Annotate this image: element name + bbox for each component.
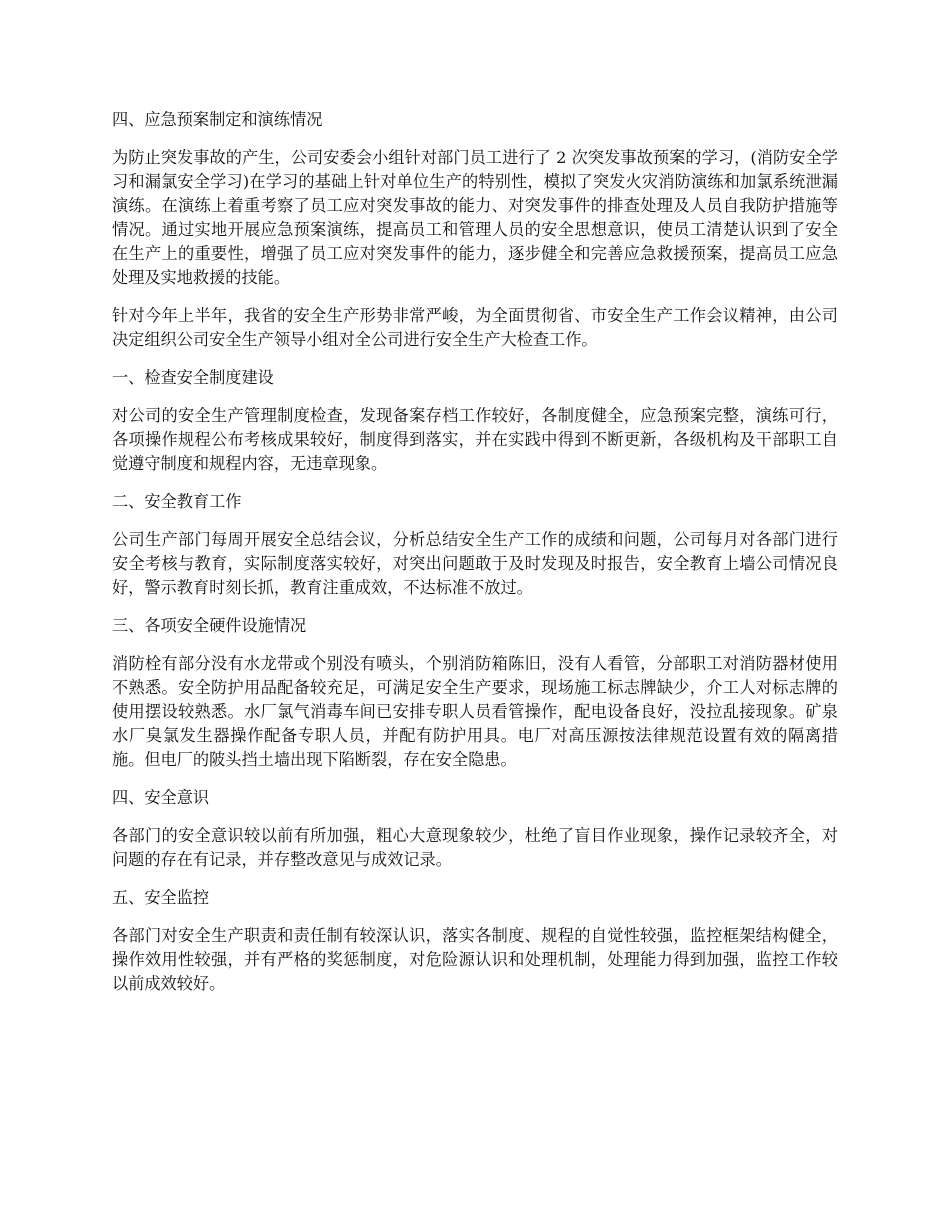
paragraph-emergency-drill: 为防止突发事故的产生，公司安委会小组针对部门员工进行了 2 次突发事故预案的学习，(消防安全学习和漏氯安全学习)在学习的基础上针对单位生产的特别性，模拟了突发火灾消防演练和加氯系统泄漏演练。在演练上着重考察了员工应对突发事故的能力、对突发事件的排查处理及人员自我防护措施等情况。通过实地开展应急预案演练，提高员工和管理人员的安全思想意识，使员工清楚认识到了安全在生产上的重要性，增强了员工应对突发事件的能力，逐步健全和完善应急救援预案，提高员工应急处理及实地救援的技能。: [112, 148, 838, 287]
paragraph-safety-education: 公司生产部门每周开展安全总结会议，分析总结安全生产工作的成绩和问题，公司每月对各部门进行安全考核与教育，实际制度落实较好，对突出问题敢于及时发现及时报告，安全教育上墙公司情况良好，警示教育时刻长抓，教育注重成效，不达标准不放过。: [112, 530, 838, 597]
section-heading-safety-monitoring: 五、安全监控: [112, 888, 210, 907]
paragraph-safety-system: 对公司的安全生产管理制度检查，发现备案存档工作较好，各制度健全，应急预案完整，演练可行，各项操作规程公布考核成果较好，制度得到落实，并在实践中得到不断更新，各级机构及干部职工自觉遵守制度和规程内容，无违章现象。: [112, 406, 838, 473]
section-heading-safety-education: 二、安全教育工作: [112, 492, 242, 511]
paragraph-safety-monitoring: 各部门对安全生产职责和责任制有较深认识，落实各制度、规程的自觉性较强，监控框架结构健全，操作效用性较强，并有严格的奖惩制度，对危险源认识和处理机制，处理能力得到加强，监控工作较以前成效较好。: [112, 926, 838, 993]
section-heading-safety-system: 一、检查安全制度建设: [112, 368, 274, 387]
paragraph-inspection-intro: 针对今年上半年，我省的安全生产形势非常严峻，为全面贯彻省、市安全生产工作会议精神，由公司决定组织公司安全生产领导小组对全公司进行安全生产大检查工作。: [112, 306, 838, 349]
document-body: [112, 108, 838, 1010]
section-heading-emergency-plan: 四、应急预案制定和演练情况: [112, 110, 323, 129]
section-heading-hardware: 三、各项安全硬件设施情况: [112, 616, 307, 635]
paragraph-safety-awareness: 各部门的安全意识较以前有所加强，粗心大意现象较少，杜绝了盲目作业现象，操作记录较齐全，对问题的存在有记录，并存整改意见与成效记录。: [112, 826, 838, 869]
section-heading-safety-awareness: 四、安全意识: [112, 788, 210, 807]
paragraph-hardware: 消防栓有部分没有水龙带或个别没有喷头，个别消防箱陈旧，没有人看管，分部职工对消防器材使用不熟悉。安全防护用品配备较充足，可满足安全生产要求，现场施工标志牌缺少，介工人对标志牌的使用摆设较熟悉。水厂氯气消毒车间已安排专职人员看管操作，配电设备良好，没拉乱接现象。矿泉水厂臭氯发生器操作配备专职人员，并配有防护用具。电厂对高压源按法律规范设置有效的隔离措施。但电厂的陂头挡土墙出现下陷断裂，存在安全隐患。: [112, 654, 838, 769]
